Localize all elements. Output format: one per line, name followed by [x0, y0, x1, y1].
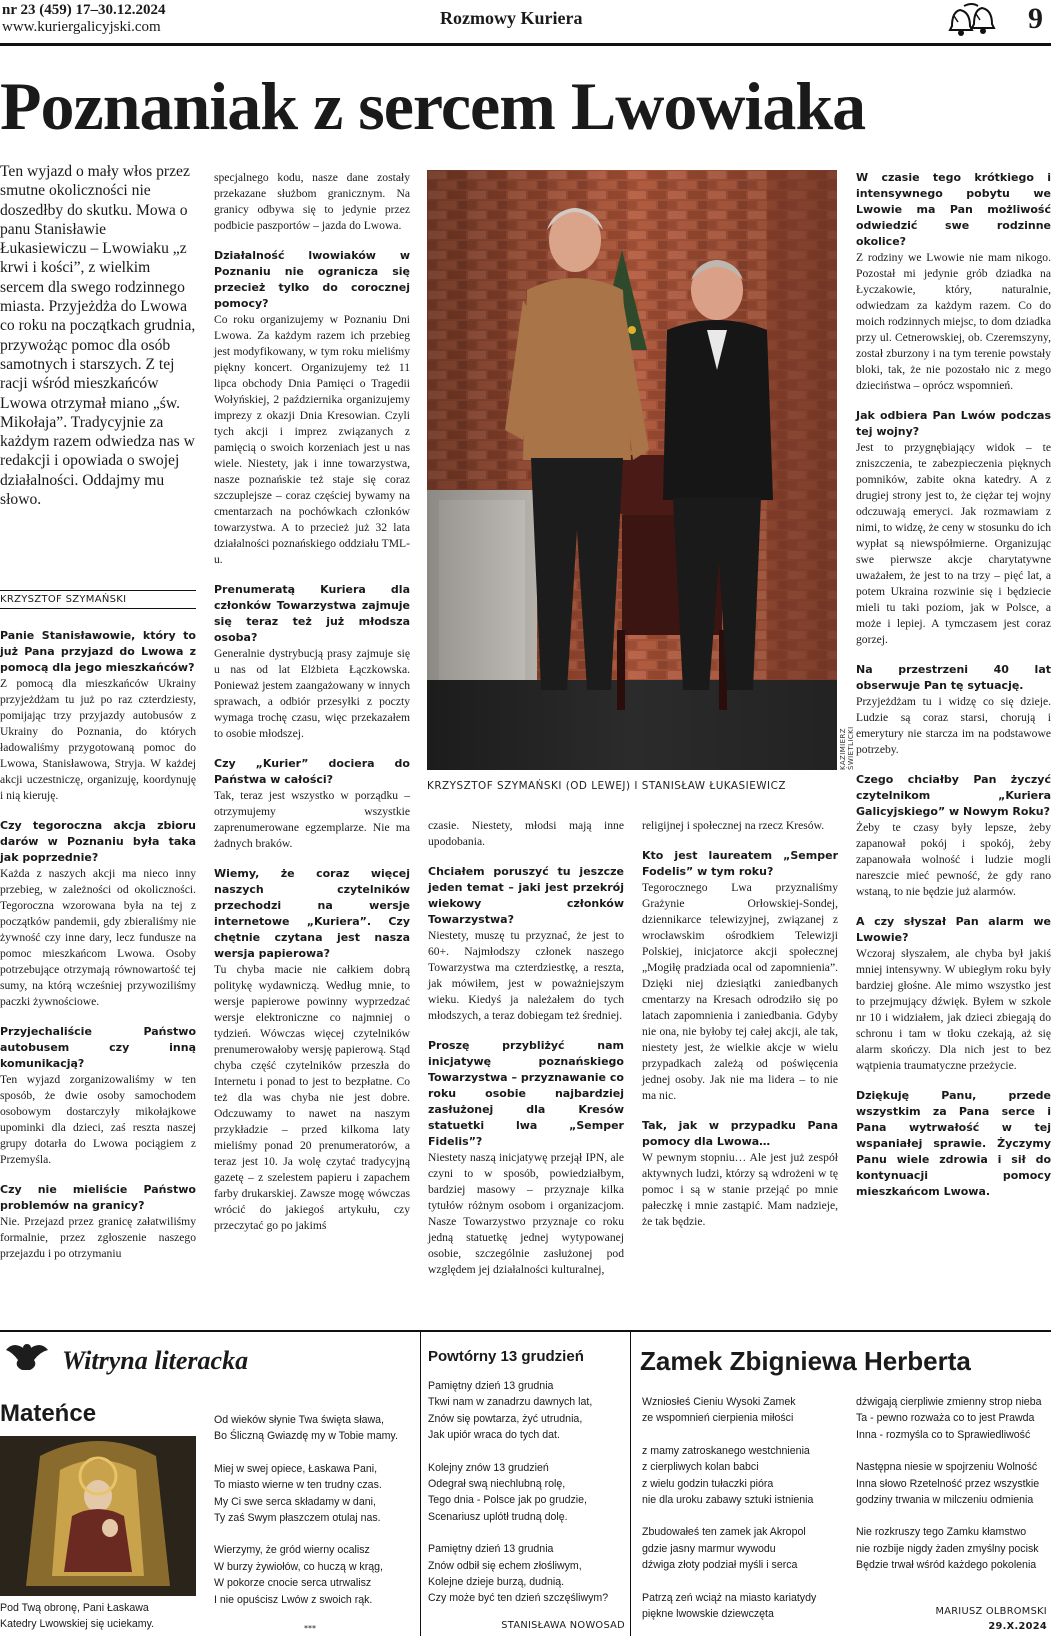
interview-question: Proszę przybliżyć nam inicjatywę poznańskiego Towarzystwa – przyznawanie co roku osobie najbardziej zasłużonej dla Kresów statuetki lwa „Semper Fidelis”? [428, 1039, 624, 1148]
issue-number: nr 23 (459) 17–30.12.2024 [2, 2, 166, 18]
qa-block [856, 170, 1051, 394]
poem-date: 29.X.2024 [988, 1621, 1047, 1632]
interview-answer: Tu chyba macie nie całkiem dobrą politykę wydawniczą. Według mnie, to wersje papierowe powinny wyprzedzać wersje elektroniczne co najmniej o tydzień. Wówczas więcej czytelników prenumerowałoby wersję papierową. Stąd chyba część czytelników przeszła do Internetu i ponad to jest to bezpłatne. Co też dla was chyba nie jest dobre. Odczuwamy to nawet na naszym przykładzie – przed kilkoma laty mieliśmy ponad 20 prenumeratorów, a teraz jest 10. Ja wolę czytać tradycyjną gazetę – z szelestem papieru i zapachem farby drukarskiej. Zawsze mogę wówczas wrócić do jakiegoś artykułu, czy przeczytać go po jakimś [214, 963, 410, 1232]
poem-herbert-col-2 [856, 1394, 1051, 1590]
caption-line: Pod Twą obronę, Pani Łaskawa [0, 1602, 149, 1614]
poem-line: Patrzą zeń wciąż na miasto kariatydy [642, 1591, 817, 1604]
author-olbromski: MARIUSZ OLBROMSKI [935, 1606, 1047, 1617]
stanza [428, 1378, 628, 1444]
christmas-bells-icon [946, 2, 1000, 40]
interview-answer: Generalnie dystrybucją prasy zajmuje się u nas od lat Elżbieta Łączkowska. Ponieważ jestem zaangażowany w innych sprawach, a odbiór przesyłki z poczty wymaga trochę czasu, więc przekazałem to osobie młodszej. [214, 647, 410, 740]
qa-block [214, 170, 410, 234]
stanza [856, 1524, 1051, 1573]
stanza [428, 1541, 628, 1607]
interview-question: Czy tegoroczna akcja zbioru darów w Poznaniu była taka jak poprzednie? [0, 819, 196, 864]
poem-line: z wielu godzin tułaczki pióra [642, 1477, 774, 1490]
issue-info [2, 2, 165, 36]
column-divider [630, 1330, 631, 1636]
poem-line: ze wspomnień cierpienia miłości [642, 1412, 794, 1425]
interview-answer: Tegorocznego Lwa przyznaliśmy Grażynie Orłowskiej-Sondej, dziennikarce telewizyjnej, związanej z wrocławskim ośrodkiem Telewizji Polskiej, inicjatorce akcji społecznej „Mogiłę pradziada ocal od zapomnienia”. Dzięki niej dziesiątki zaniedbanych cmentarzy na Kresach odrodziło się po latach zapomnienia i zaniedbania. Gdyby nie ona, nie byłoby tej całej akcji, ale tak, niestety jest, że wielkie akcje w wielu przypadkach zależą od poświęcenia jednej osoby. Jak nie ma lidera – to nie ma nic. [642, 881, 838, 1102]
interview-question: Kto jest laureatem „Semper Fodelis” w tym roku? [642, 849, 838, 878]
poem-line: Od wieków słynie Twa święta sława, [214, 1414, 384, 1426]
qa-block [0, 1024, 196, 1168]
interview-answer: Żeby te czasy były lepsze, żeby zapanował pokój i spokój, żeby zapanowała wolność i ludzie mogli nareszcie mieć pewność, że gdy rano wstaną, to nie będzie już alarmów. [856, 821, 1051, 898]
poem-line: Bo Śliczną Gwiazdę my w Tobie mamy. [214, 1430, 398, 1443]
article-headline: Poznaniak z sercem Lwowiaka [0, 68, 866, 144]
interview-answer: Jest to przygnębiający widok – te zniszczenia, te zabezpieczenia pięknych pomników, zabite okna katedry. A z drugiej strony jest to, że ciężar tej wojny odczuwają emeryci. Jak rozmawiam z nimi, to widzę, że ceny w stosunku do ich wypłat są niewspółmierne. Organizując swe pierwsze akcje charytatywne uważałem, że jest to na trzy – pięć lat, a potem Ukraina rozwinie się i będziecie mieli tu taki poziom, jak w Polsce, a może i lepiej. A tymczasem jest coraz gorzej. [856, 441, 1051, 646]
poem-line: Jak upiór wraca do tych dat. [428, 1429, 560, 1442]
page-header [0, 0, 1051, 46]
stanza [856, 1459, 1051, 1508]
caption-line: Katedry Lwowskiej się uciekamy. [0, 1618, 155, 1631]
interview-answer: Z pomocą dla mieszkańców Ukrainy przyjeżdżam tu już po raz czterdziesty, pomijając trzy przyjazdy autobusów z Ukrainy do Poznania, do których ładowaliśmy przygotowaną pomoc do Lwowa, Stanisławowa, Stryja. W każdej akcji uczestniczę, organizuję, koordynuję i nią kieruję. [0, 677, 196, 802]
interview-answer: Wczoraj słyszałem, ale chyba był jakiś mniej intensywny. W ubiegłym roku były bardziej głośne. Ale mimo wszystko jest to przejmujący dźwięk. Byłem w szkole nr 10 i widziałem, jak dzieci zbiegają do schronu i tam w tłoku czekają, aż się alarm skończy. Dla nich jest to bez wątpienia traumatyczne przeżycie. [856, 947, 1051, 1072]
poem-line: Pamiętny dzień 13 grudnia [428, 1380, 554, 1392]
icon-image [0, 1436, 196, 1596]
poem-title-herbert: Zamek Zbigniewa Herberta [640, 1346, 971, 1376]
poem-line: W burzy żywiołów, co huczą w krąg, [214, 1560, 383, 1573]
qa-block [856, 408, 1051, 648]
qa-block [214, 756, 410, 852]
section-divider [0, 1330, 1051, 1332]
photo-caption: KRZYSZTOF SZYMAŃSKI (OD LEWEJ) I STANISŁAW ŁUKASIEWICZ [427, 780, 786, 792]
poem-line: Będzie trwał wśród każdego pokolenia [856, 1559, 1037, 1572]
author-byline: KRZYSZTOF SZYMAŃSKI [0, 590, 196, 609]
poem-line: Ta - pewno rozważa co to jest Prawda [856, 1412, 1035, 1425]
poem-line: Kolejny znów 13 grudzień [428, 1461, 549, 1474]
interview-answer: czasie. Niestety, młodsi mają inne upodobania. [428, 819, 624, 848]
qa-block [856, 914, 1051, 1074]
poem-line: I nie opuścisz Lwów z swoich rąk. [214, 1593, 373, 1606]
poem-line: gdzie jasny marmur wywodu [642, 1542, 776, 1555]
interview-question: Jak odbiera Pan Lwów podczas tej wojny? [856, 409, 1051, 438]
poem-line: Nie rozkruszy tego Zamku kłamstwo [856, 1526, 1027, 1539]
article-photo [427, 170, 837, 770]
interview-answer: religijnej i społecznej na rzecz Kresów. [642, 819, 825, 832]
poem-herbert-col-1 [642, 1394, 842, 1636]
text-column-5 [856, 170, 1051, 1214]
interview-question: Na przestrzeni 40 lat obserwuje Pan tę sytuację. [856, 663, 1051, 692]
matence-caption [0, 1600, 200, 1633]
interview-question: Prenumeratą Kuriera dla członków Towarzystwa zajmuje się teraz też już młodsza osoba? [214, 583, 410, 644]
poem-line: Następna niesie w spojrzeniu Wolność [856, 1461, 1038, 1474]
interview-question: Czy nie mieliście Państwo problemów na granicy? [0, 1183, 196, 1212]
column-divider [420, 1330, 421, 1636]
interview-answer: Niestety, muszę tu przyznać, że jest to 60+. Najmłodszy członek naszego Towarzystwa ma czterdziestkę, a reszta, jak mówiłem, jest w poważniejszym wieku. Kiedyś ja należałem do tych młodszych, a teraz dobiegam też średniej. [428, 929, 624, 1022]
angel-icon [4, 1340, 50, 1380]
end-mark: *** [304, 1624, 316, 1633]
interview-answer: Z rodziny we Lwowie nie mam nikogo. Pozostał mi jedynie grób dziadka na Łyczakowie, który, naturalnie, odwiedzam za każdym razem. Co do moich rodzinnych miejsc, to dom dziadka przy ul. Cetnerowskiej, ob. Czeremszyny, został zburzony i na tym terenie powstały bloki, tak, że nie pozostało nic z mego dzieciństwa – oprócz wspomnień. [856, 251, 1051, 392]
interview-question: Dziękuję Panu, przede wszystkim za Pana serce i Pana wytrwałość w tej wspaniałej sprawie. Życzymy Panu wiele zdrowia i sił do kontynuacji pomocy mieszkańcom Lwowa. [856, 1089, 1051, 1198]
poem-line: piękne lwowskie dziewczęta [642, 1608, 774, 1621]
poem-line: dźwigają cierpliwie zmienny strop nieba [856, 1396, 1042, 1408]
portrait-illustration [427, 170, 837, 770]
interview-question: Przyjechaliście Państwo autobusem czy inną komunikacją? [0, 1025, 196, 1070]
poem-line: dźwiga złoty podział myśli i serca [642, 1559, 798, 1572]
interview-question: Tak, jak w przypadku Pana pomocy dla Lwowa… [642, 1119, 838, 1148]
poem-line: Inna - rozmyśla co to Sprawiedliwość [856, 1428, 1031, 1441]
qa-block [428, 1038, 624, 1278]
poem-matence [214, 1412, 414, 1624]
stanza [214, 1412, 414, 1445]
interview-question: Chciałem poruszyć tu jeszcze jeden temat – jaki jest przekrój wiekowy członków Towarzystwa? [428, 865, 624, 926]
interview-answer: Ten wyjazd zorganizowaliśmy w ten sposób, że dwie osoby samochodem osobowym dostarczyły mikołajkowe upominki dla dzieci, zaś reszta naszej grupy dotarła do Lwowa pociągiem z Przemyśla. [0, 1073, 196, 1166]
poem-line: Znów się powtarza, żyć utrudnia, [428, 1412, 583, 1425]
interview-question: A czy słyszał Pan alarm we Lwowie? [856, 915, 1051, 944]
interview-question: Działalność lwowiaków w Poznaniu nie ogranicza się przecież tylko do corocznej pomocy? [214, 249, 410, 310]
interview-answer: Niestety naszą inicjatywę przejął IPN, ale czyni to w sposób, powiedziałbym, bardziej masowy – przyznaje kilka tytułów różnym osobom i organizacjom. Nasze Towarzystwo przyznaje co roku jedną statuetkę jednej wytypowanej osobie, szczególnie zasłużonej pod względem jej działalności kulturalnej, [428, 1151, 624, 1276]
poem-title-powtorny: Powtórny 13 grudzień [428, 1348, 584, 1365]
interview-question: Czy „Kurier” dociera do Państwa w całości? [214, 757, 410, 786]
poem-line: nie dla uroku zabawy sztuki istnienia [642, 1494, 814, 1507]
article-lead: Ten wyjazd o mały włos przez smutne okoliczności nie doszedłby do skutku. Mowa o panu Stanisławie Łukasiewiczu – Lwowiaku „z krwi i kości”, z wielkim sercem dla swego rodzinnego miasta. Przyjeżdża do Lwowa co roku na początkach grudnia, przywożąc pomoc dla osób samotnych i starszych. Z tej racji wśród mieszkańców Lwowa otrzymał miano „św. Mikołaja”. Tradycyjnie za każdym razem odwiedza nas w redakcji i opowiada o swojej działalności. Oddajmy mu słowo. [0, 163, 196, 509]
poem-line: Tego dnia - Polsce jak po grudzie, [428, 1494, 587, 1507]
poem-line: z mamy zatroskanego westchnienia [642, 1444, 810, 1457]
qa-block [856, 1088, 1051, 1200]
page-number: 9 [1028, 2, 1043, 35]
stanza [214, 1542, 414, 1608]
qa-block [856, 662, 1051, 758]
poem-line: nie rozbije nigdy żaden zmyślny pocisk [856, 1542, 1039, 1555]
poem-line: Tkwi nam w zanadrzu dawnych lat, [428, 1396, 593, 1409]
interview-answer: Przyjeżdżam tu i widzę co się dzieje. Ludzie są coraz starsi, chorują i emerytury nie starcza im na podstawowe potrzeby. [856, 695, 1051, 756]
text-column-1 [0, 628, 196, 1276]
qa-block [642, 818, 838, 834]
text-column-4 [642, 818, 838, 1244]
poem-line: My Ci swe serca składamy w dani, [214, 1495, 376, 1508]
stanza [642, 1443, 842, 1509]
qa-block [214, 248, 410, 568]
qa-block [0, 818, 196, 1010]
stanza [642, 1590, 842, 1623]
poem-line: Miej w swej opiece, Łaskawa Pani, [214, 1462, 378, 1475]
qa-block [428, 864, 624, 1024]
poem-line: Scenariusz uplótł trudną dolę. [428, 1510, 568, 1523]
qa-block [642, 1118, 838, 1230]
interview-question: Wiemy, że coraz więcej naszych czytelników przechodzi na wersje internetowe „Kuriera”. Czy chętnie czytana jest nasza wersja papierowa? [214, 867, 410, 960]
author-nowosad: STANISŁAWA NOWOSAD [501, 1620, 625, 1631]
interview-answer: Nie. Przejazd przez granicę załatwiliśmy formalnie, przez zgłoszenie naszego przejazdu i po otrzymaniu [0, 1215, 196, 1260]
poem-line: Odegrał swą niechlubną rolę, [428, 1478, 566, 1491]
poem-line: Zbudowałeś ten zamek jak Akropol [642, 1526, 806, 1539]
poem-line: Kolejne dzieje burzą, dudnią. [428, 1576, 565, 1589]
poem-line: Czy może być ten dzień szczęśliwym? [428, 1592, 609, 1605]
qa-block [856, 772, 1051, 900]
qa-block [428, 818, 624, 850]
interview-question: Czego chciałby Pan życzyć czytelnikom „Kuriera Galicyjskiego” w Nowym Roku? [856, 773, 1051, 818]
literary-section-title: Witryna literacka [62, 1346, 249, 1375]
poem-title-matence: Mateńce [0, 1400, 97, 1427]
interview-answer: Co roku organizujemy w Poznaniu Dni Lwowa. Za każdym razem ich przebieg jest modyfikowany, w tym roku mieliśmy piękny koncert. Organizujemy też 11 lipca obchody Dnia Pamięci o Tragedii Wołyńskiej, 2 października organizujemy imprezy z okazji Dnia Kresowian. Czyli tych akcji i imprez związanych z pamięcią o swoich korzeniach jest u nas wiele. Niestety, jak i inne towarzystwa, nasze poznańskie też staje się coraz szczuplejsze – coraz częściej bywamy na cmentarzach na pochówkach członków towarzystwa. A to przecież już 32 lata działalności poznańskiego oddziału TML-u. [214, 313, 410, 566]
qa-block [642, 848, 838, 1104]
stanza [214, 1461, 414, 1527]
interview-question: W czasie tego krótkiego i intensywnego pobytu we Lwowie ma Pan możliwość odwiedzić swe rodzinne okolice? [856, 171, 1051, 248]
poem-line: Wierzymy, że gród wierny ocalisz [214, 1544, 370, 1557]
qa-block [0, 1182, 196, 1262]
qa-block [214, 582, 410, 742]
text-column-2 [214, 170, 410, 1248]
poem-line: godziny trwania w milczeniu odmienia [856, 1494, 1034, 1507]
photo-credit: KAZIMIERZ ŚWIETLICKI [839, 726, 855, 770]
interview-answer: Tak, teraz jest wszystko w porządku – otrzymujemy wszystkie zaprenumerowane egzemplarze. Nie ma żadnych braków. [214, 789, 410, 850]
text-column-3 [428, 818, 624, 1292]
stanza [642, 1524, 842, 1573]
poem-line: W pokorze cnocie serca utrwalisz [214, 1577, 372, 1590]
madonna-icon [0, 1436, 196, 1596]
poem-line: Znów odbił się echem złośliwym, [428, 1559, 582, 1572]
poem-powtorny [428, 1378, 628, 1623]
section-title: Rozmowy Kuriera [440, 8, 583, 28]
interview-answer: specjalnego kodu, nasze dane zostały przekazane służbom granicznym. Na granicy odbywa się to jedynie przez podbicie paszportów – jazda do Lwowa. [214, 171, 410, 232]
stanza [856, 1394, 1051, 1443]
qa-block [0, 628, 196, 804]
poem-line: Pamiętny dzień 13 grudnia [428, 1543, 554, 1556]
interview-answer: W pewnym stopniu… Ale jest już zespół aktywnych ludzi, którzy są wdrożeni w tę pomoc i są w stanie przejąć po mnie pałeczkę i mnie zastąpić. Mam nadzieje, że tak będzie. [642, 1151, 838, 1228]
site-url[interactable]: www.kuriergalicyjski.com [2, 19, 161, 35]
poem-line: Wzniosłeś Cieniu Wysoki Zamek [642, 1396, 796, 1408]
interview-question: Panie Stanisławowie, który to już Pana przyjazd do Lwowa z pomocą dla jego mieszkańców? [0, 629, 196, 674]
interview-answer: Każda z naszych akcji ma nieco inny przebieg, w zależności od okoliczności. Tegoroczna wzorowana była na tej z początków pandemii, gdy zbieraliśmy nie żywność czy inne dary, lecz fundusze na pomoc mieszkańcom Lwowa. Osoby potrzebujące otrzymają równowartość tej sumy, na którą wcześniej przywoziliśmy paczki żywnościowe. [0, 867, 196, 1008]
poem-line: z cierpliwych kolan babci [642, 1461, 759, 1474]
stanza [642, 1394, 842, 1427]
poem-line: To miasto wierne w ten trudny czas. [214, 1479, 382, 1492]
poem-line: Ty zaś Swym płaszczem otulaj nas. [214, 1512, 381, 1525]
poem-line: Inna słowo Rzetelność przez wszystkie [856, 1477, 1040, 1490]
stanza [428, 1460, 628, 1526]
qa-block [214, 866, 410, 1234]
